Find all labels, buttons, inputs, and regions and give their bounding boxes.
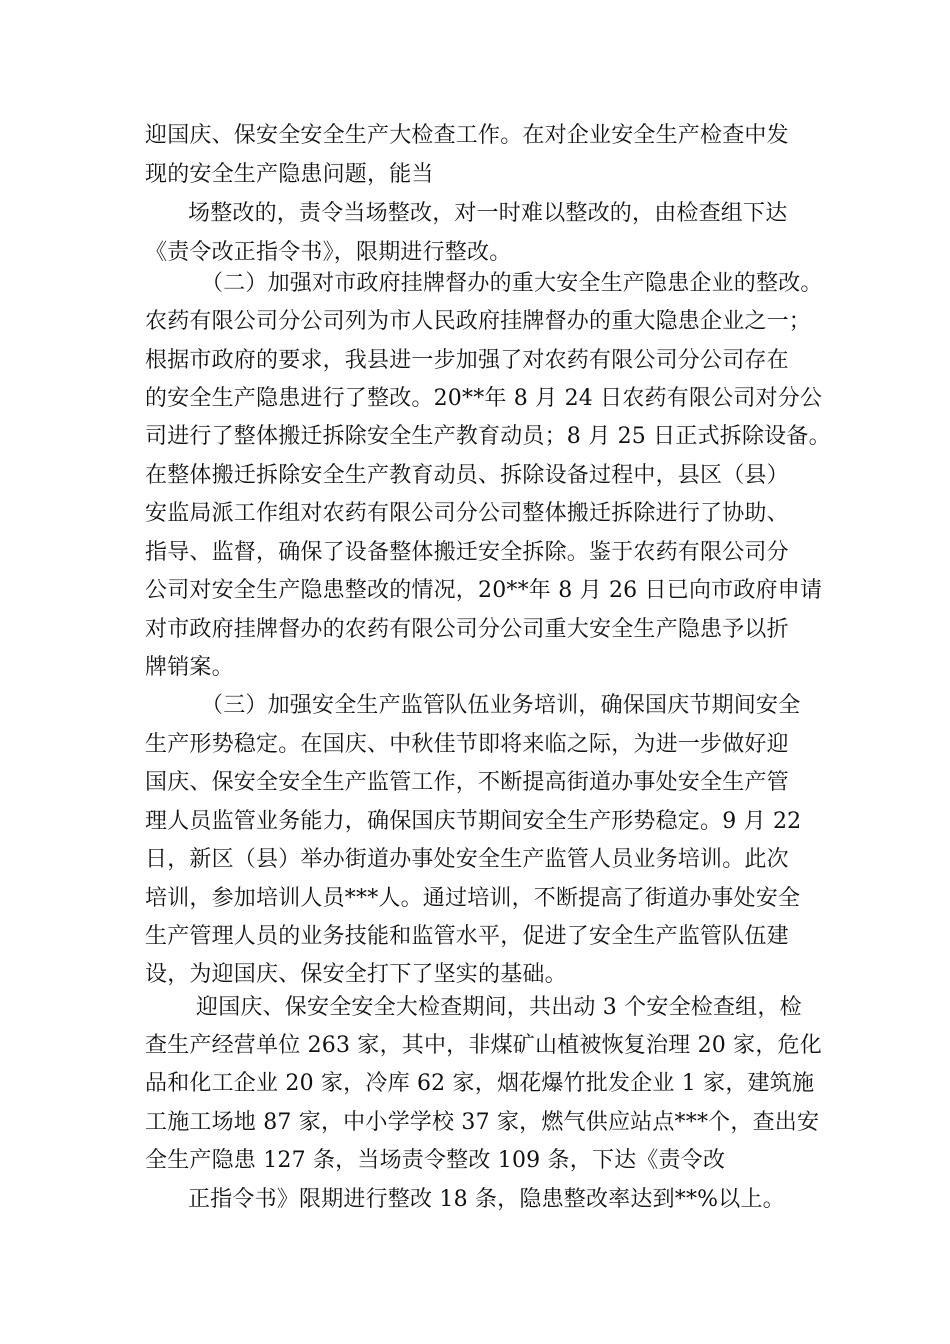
text-line: 迎国庆、保安全安全生产大检查工作。在对企业安全生产检查中发 [145, 123, 789, 148]
text-line: 农药有限公司分公司列为市人民政府挂牌督办的重大隐患企业之一； [145, 309, 812, 334]
text-line: 的安全生产隐患进行了整改。20**年 8 月 24 日农药有限公司对分公 [145, 386, 823, 411]
text-line: 全生产隐患 127 条，当场责令整改 109 条，下达《责令改 [145, 1148, 726, 1173]
text-line: （三）加强安全生产监管队伍业务培训，确保国庆节期间安全 [201, 693, 801, 718]
text-line: 司进行了整体搬迁拆除安全生产教育动员；8 月 25 日正式拆除设备。 [145, 424, 831, 449]
text-line: 查生产经营单位 263 家，其中，非煤矿山植被恢复治理 20 家，危化 [145, 1033, 822, 1058]
text-line: 培训，参加培训人员***人。通过培训，不断提高了街道办事处安全 [145, 886, 801, 911]
text-line: 现的安全生产隐患问题，能当 [145, 162, 434, 187]
text-line: 安监局派工作组对农药有限公司分公司整体搬迁拆除进行了协助、 [145, 501, 789, 526]
text-line: 对市政府挂牌督办的农药有限公司分公司重大安全生产隐患予以折 [145, 617, 789, 642]
text-line: 《责令改正指令书》，限期进行整改。 [145, 240, 512, 265]
text-line: 在整体搬迁拆除安全生产教育动员、拆除设备过程中，县区（县） [145, 463, 789, 488]
text-line: 场整改的，责令当场整改，对一时难以整改的，由检查组下达 [188, 201, 788, 226]
text-line: 牌销案。 [145, 655, 234, 680]
text-line: 国庆、保安全安全生产监管工作，不断提高街道办事处安全生产管 [145, 770, 789, 795]
text-line: 指导、监督，确保了设备整体搬迁安全拆除。鉴于农药有限公司分 [145, 540, 789, 565]
text-line: 设，为迎国庆、保安全打下了坚实的基础。 [145, 962, 567, 987]
text-line: 正指令书》限期进行整改 18 条，隐患整改率达到**%以上。 [188, 1187, 785, 1212]
text-line: 生产管理人员的业务技能和监管水平，促进了安全生产监管队伍建 [145, 924, 789, 949]
text-line: 工施工场地 87 家，中小学学校 37 家，燃气供应站点***个，查出安 [145, 1110, 820, 1135]
text-line: 公司对安全生产隐患整改的情况，20**年 8 月 26 日已向市政府申请 [145, 578, 823, 603]
text-line: 迎国庆、保安全安全大检查期间，共出动 3 个安全检查组，检 [196, 995, 802, 1020]
text-line: 日，新区（县）举办街道办事处安全生产监管人员业务培训。此次 [145, 847, 789, 872]
text-line: 理人员监管业务能力，确保国庆节期间安全生产形势稳定。9 月 22 [145, 809, 802, 834]
text-line: 根据市政府的要求，我县进一步加强了对农药有限公司分公司存在 [145, 348, 789, 373]
text-line: 品和化工企业 20 家，冷库 62 家，烟花爆竹批发企业 1 家，建筑施 [145, 1071, 815, 1096]
text-line: （二）加强对市政府挂牌督办的重大安全生产隐患企业的整改。 [201, 271, 823, 296]
text-line: 生产形势稳定。在国庆、中秋佳节即将来临之际，为进一步做好迎 [145, 732, 789, 757]
